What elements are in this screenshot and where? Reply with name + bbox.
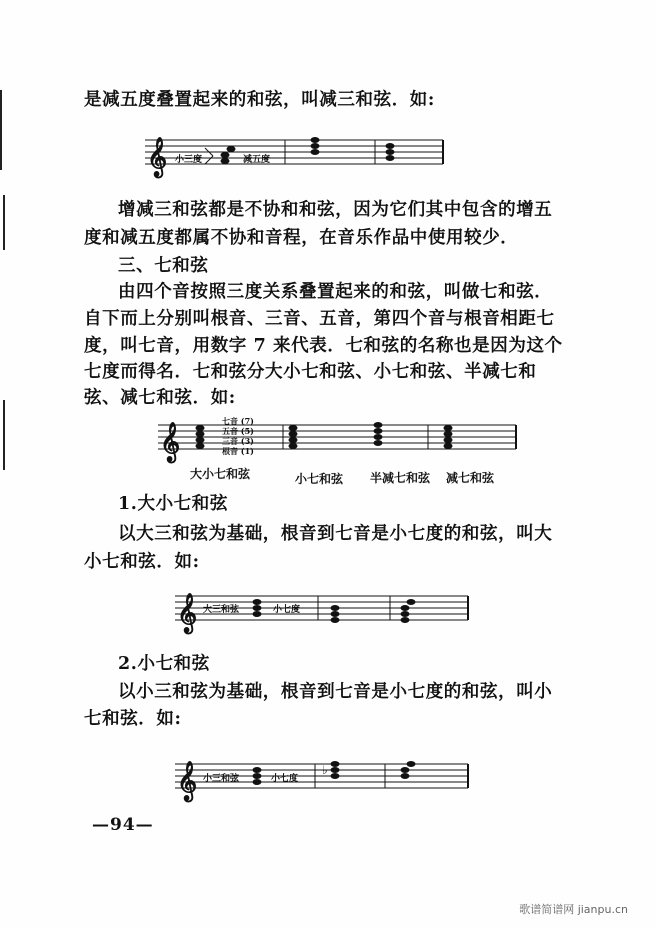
paragraph-line: 度，叫七音，用数字 7 来代表．七和弦的名称也是因为这个	[84, 336, 563, 356]
chord-caption: 减七和弦	[446, 471, 495, 485]
interval-label: 小三度	[175, 155, 203, 165]
treble-clef-icon: 𝄞	[177, 593, 198, 633]
music-example-1	[145, 134, 450, 178]
paragraph-line: 弦、减七和弦．如:	[84, 388, 236, 408]
watermark: 歌谱简谱网 jianpu.cn	[519, 903, 628, 916]
binding-mark	[3, 195, 5, 250]
chord-label: 小三和弦	[203, 774, 240, 784]
chord-label: 大三和弦	[203, 605, 240, 615]
binding-mark	[3, 400, 5, 470]
paragraph-line: 小七和弦．如:	[84, 552, 200, 572]
interval-label: 小七度	[273, 605, 301, 615]
note-label: 根音 (1)	[222, 446, 254, 456]
subsection-heading: 1.大小七和弦	[118, 494, 228, 514]
treble-clef-icon: 𝄞	[177, 761, 198, 801]
note-label: 五音 (5)	[222, 426, 254, 436]
binding-mark	[0, 90, 2, 170]
interval-label: 减五度	[243, 155, 271, 165]
section-heading: 三、七和弦	[118, 256, 209, 276]
paragraph-line: 七和弦．如:	[84, 709, 182, 729]
paragraph-line: 自下而上分别叫根音、三音、五音，第四个音与根音相距七	[84, 309, 555, 329]
treble-clef-icon: 𝄞	[147, 137, 168, 177]
note-label: 三音 (3)	[222, 436, 254, 446]
paragraph-line: 由四个音按照三度关系叠置起来的和弦，叫做七和弦．	[118, 282, 553, 302]
paragraph-line: 增减三和弦都是不协和和弦，因为它们其中包含的增五	[118, 200, 553, 220]
chord-caption: 大小七和弦	[190, 467, 251, 481]
music-example-3	[175, 590, 475, 634]
paragraph-line: 度和减五度都属不协和音程，在音乐作品中使用较少．	[84, 228, 519, 248]
page-number: —94—	[92, 815, 154, 835]
music-example-2	[158, 415, 523, 465]
subsection-heading: 2.小七和弦	[118, 654, 210, 674]
note-label: 七音 (7)	[222, 416, 254, 426]
treble-clef-icon: 𝄞	[160, 422, 181, 462]
chord-caption: 半减七和弦	[370, 471, 431, 485]
interval-label: 小七度	[271, 774, 299, 784]
staff-svg	[158, 415, 523, 465]
paragraph-line: 是减五度叠置起来的和弦，叫减三和弦．如:	[84, 90, 435, 110]
chord-caption: 小七和弦	[295, 472, 344, 486]
flat-icon: ♭	[322, 763, 328, 777]
paragraph-line: 以小三和弦为基础，根音到七音是小七度的和弦，叫小	[118, 682, 553, 702]
music-example-4	[175, 758, 475, 802]
paragraph-line: 以大三和弦为基础，根音到七音是小七度的和弦，叫大	[118, 524, 553, 544]
paragraph-line: 七度而得名．七和弦分大小七和弦、小七和弦、半减七和	[84, 362, 537, 382]
